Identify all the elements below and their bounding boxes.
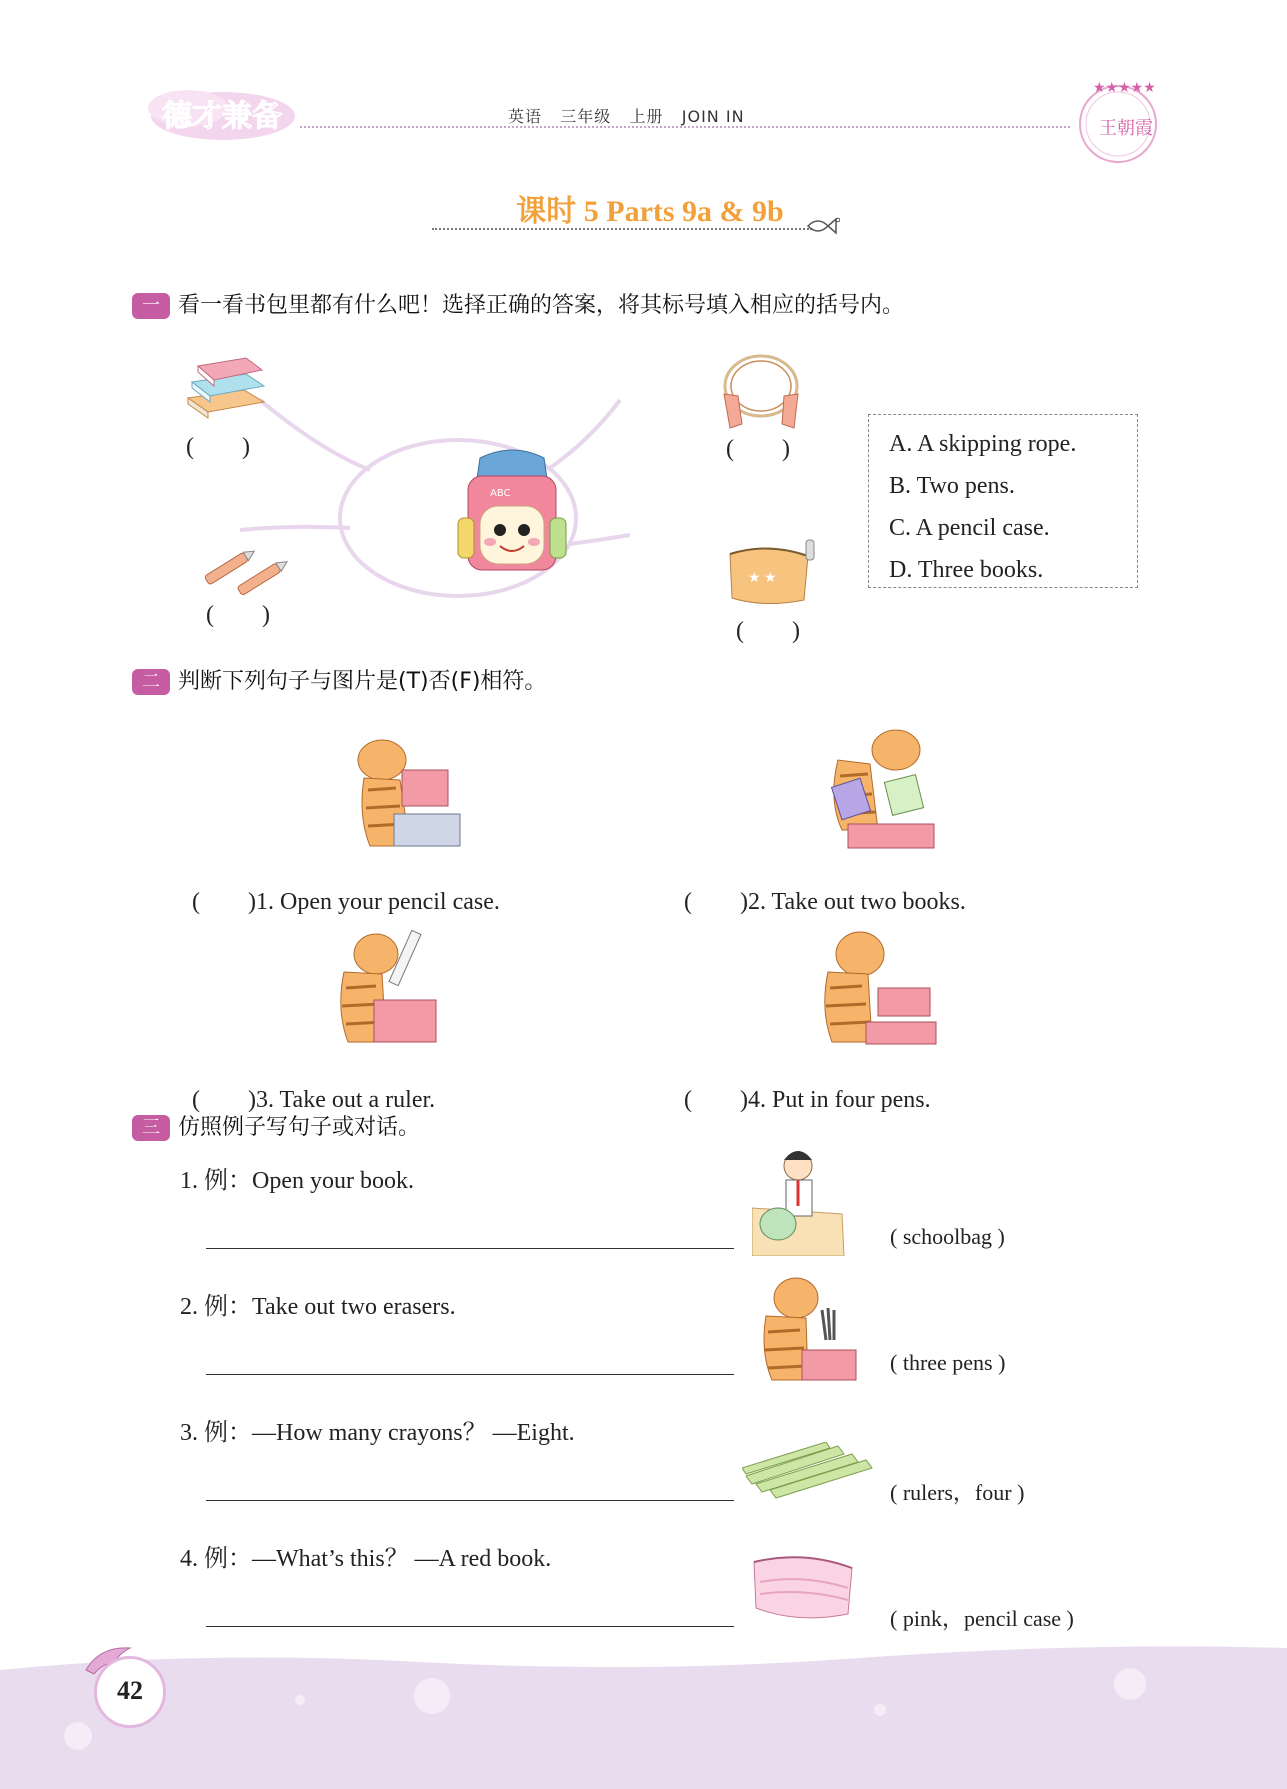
tf-blank-2[interactable]: ( )	[684, 889, 748, 915]
title-dotted-rule	[432, 228, 812, 230]
tf-item-2	[672, 862, 966, 916]
svg-text:德才兼备: 德才兼备	[162, 99, 282, 134]
tf-blank-4[interactable]: ( )	[684, 1087, 748, 1113]
svg-text:王朝霞: 王朝霞	[1099, 118, 1153, 139]
example-1: 1. 例：Open your book.	[180, 1168, 414, 1194]
pens-icon	[196, 540, 296, 604]
tf-sentence-4: 4. Put in four pens.	[747, 1087, 931, 1113]
tiger-three-pens-picture	[756, 1270, 860, 1382]
page-number: 42	[94, 1656, 166, 1728]
tf-item-1	[180, 862, 500, 916]
hint-1: ( schoolbag )	[890, 1224, 1005, 1249]
example-4: 4. 例：—What’s this？ —A red book.	[180, 1546, 552, 1572]
tiger-books-picture	[818, 720, 942, 850]
tiger-pens-picture	[814, 922, 938, 1048]
tf-sentence-1: 1. Open your pencil case.	[255, 889, 500, 915]
tf-blank-3[interactable]: ( )	[192, 1087, 256, 1113]
section3-heading	[132, 1110, 420, 1141]
pencil-case-icon	[724, 534, 820, 608]
svg-text:★★★★★: ★★★★★	[1093, 81, 1156, 96]
option-d: D. Three books.	[889, 557, 1044, 583]
section2-heading	[132, 664, 546, 695]
answer-blank-pencil-case[interactable]: ( )	[736, 618, 800, 644]
example-2: 2. 例：Take out two erasers.	[180, 1294, 456, 1320]
boy-schoolbag-picture	[752, 1144, 852, 1256]
section3-instruction: 仿照例子写句子或对话。	[178, 1115, 421, 1140]
section1-badge: 一	[132, 293, 170, 319]
tf-item-3	[180, 1060, 435, 1114]
answer-line-4[interactable]	[206, 1624, 734, 1627]
answer-line-1[interactable]	[206, 1246, 734, 1249]
tiger-ruler-picture	[326, 924, 446, 1048]
fish-icon	[806, 214, 840, 238]
answer-blank-rope[interactable]: ( )	[726, 436, 790, 462]
answer-blank-books[interactable]: ( )	[186, 434, 250, 460]
pink-pencil-case-icon	[748, 1548, 864, 1622]
svg-text:ABC: ABC	[490, 488, 511, 499]
rulers-icon	[742, 1442, 878, 1500]
svg-text:★ ★: ★ ★	[748, 571, 777, 586]
option-a: A. A skipping rope.	[889, 431, 1077, 457]
section2-badge: 二	[132, 669, 170, 695]
seal-logo	[1075, 78, 1161, 164]
hint-4: ( pink，pencil case )	[890, 1606, 1074, 1631]
tiger-pencil-case-picture	[340, 726, 470, 850]
lesson-title: 课时 5 Parts 9a & 9b	[516, 195, 784, 228]
footer-wave	[0, 1640, 1287, 1789]
brand-logo	[128, 82, 298, 144]
options-box	[868, 414, 1138, 588]
tf-item-4	[672, 1060, 931, 1114]
section1-instruction: 看一看书包里都有什么吧！选择正确的答案，将其标号填入相应的括号内。	[178, 293, 905, 318]
answer-blank-pens[interactable]: ( )	[206, 602, 270, 628]
subject-line: 英语 三年级 上册 JOIN IN	[508, 107, 745, 126]
tf-blank-1[interactable]: ( )	[192, 889, 256, 915]
section2-instruction: 判断下列句子与图片是(T)否(F)相符。	[178, 669, 547, 694]
tf-sentence-2: 2. Take out two books.	[747, 889, 966, 915]
skipping-rope-icon	[716, 348, 806, 432]
example-3: 3. 例：—How many crayons？ —Eight.	[180, 1420, 575, 1446]
hint-3: ( rulers，four )	[890, 1480, 1025, 1505]
hint-2: ( three pens )	[890, 1350, 1006, 1375]
answer-line-3[interactable]	[206, 1498, 734, 1501]
section1-heading	[132, 288, 904, 319]
section3-badge: 三	[132, 1115, 170, 1141]
tf-sentence-3: 3. Take out a ruler.	[255, 1087, 436, 1113]
answer-line-2[interactable]	[206, 1372, 734, 1375]
option-b: B. Two pens.	[889, 473, 1015, 499]
schoolbag-icon	[444, 446, 580, 576]
books-icon	[184, 354, 270, 422]
option-c: C. A pencil case.	[889, 515, 1050, 541]
